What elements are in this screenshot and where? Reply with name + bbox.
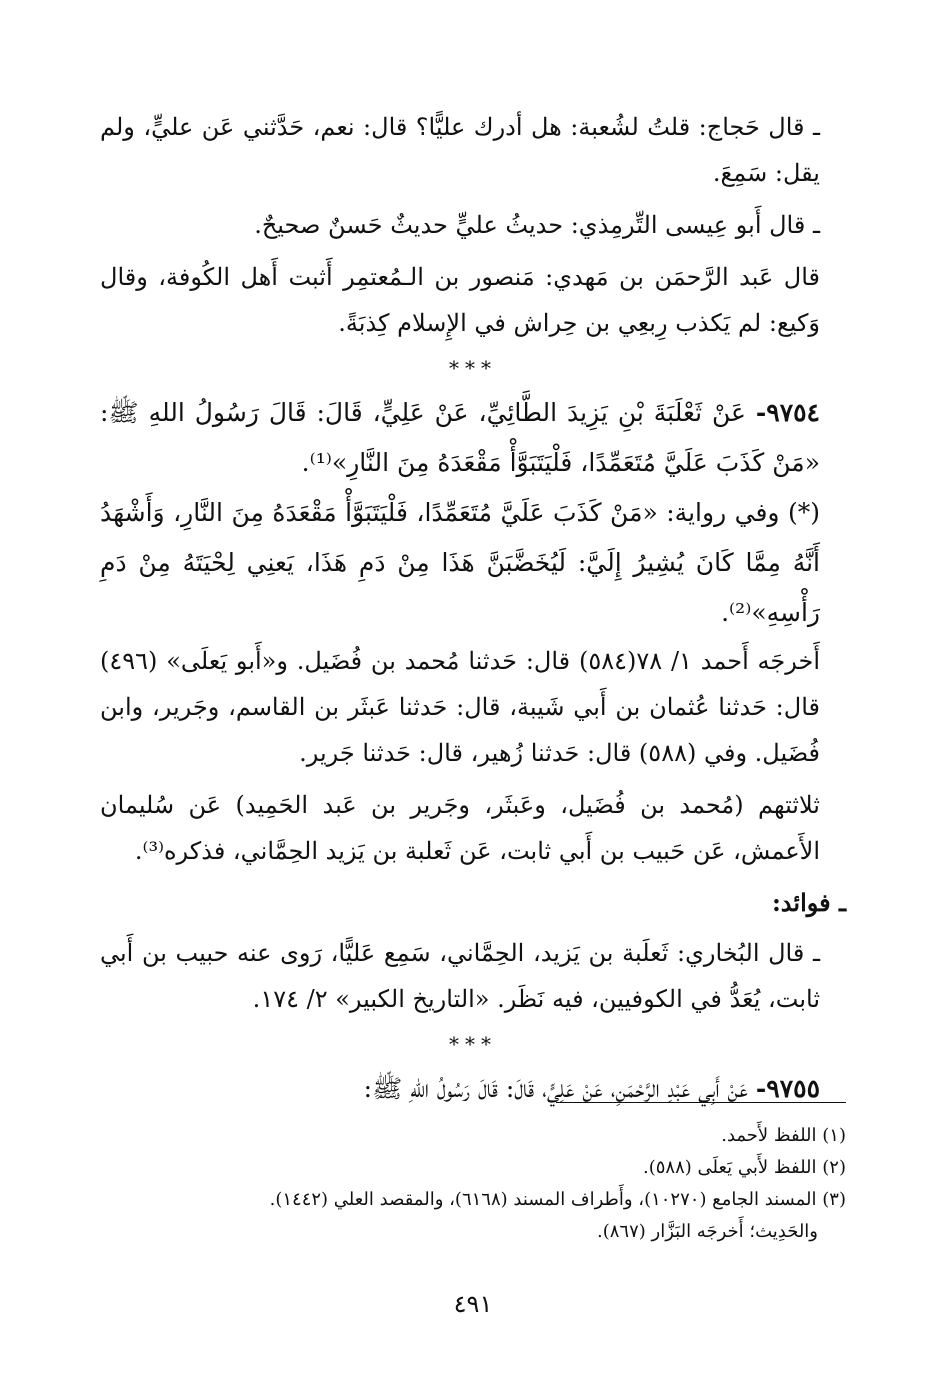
hadith-number: ٩٧٥٥-	[755, 1074, 820, 1103]
takhrij-ahmad: أَخرجَه أَحمد ١/ ٧٨(٥٨٤) قال: حَدثنا مُحمد بن فُضَيل. و«أَبو يَعلَى» (٤٩٦) قال: حَدثنا عُثمان بن أَبي شَيبة، قال: حَدثنا عَبثَر بن القاسم، وجَرير، وابن فُضَيل. وفي (٥٨٨) قال: حَدثنا زُهير، قال: حَدثنا جَرير.	[100, 647, 820, 767]
narration-ibn-mahdi: قال عَبد الرَّحمَن بن مَهدي: مَنصور بن الـمُعتمِر أَثبت أَهل الكُوفة، وقال وَكيع: لم يَكذب رِبعِي بن حِراش في الإِسلام كِذبَةً.	[100, 263, 820, 337]
takhrij-chain: ثلاثتهم (مُحمد بن فُضَيل، وعَبثَر، وجَرير بن عَبد الحَمِيد) عَن سُليمان الأَعمش، عَن حَبيب بن أَبي ثابت، عَن ثَعلبة بن يَزيد الحِمَّاني، فذكره⁽³⁾.	[100, 791, 820, 865]
hadith-9754	[100, 388, 846, 488]
footnote-2: (٢) اللفظ لأَبي يَعلَى (٥٨٨).	[643, 1157, 846, 1178]
footnote-divider	[556, 1102, 846, 1103]
footnotes	[100, 1120, 846, 1248]
narration-tirmidhi: ـ قال أَبو عِيسى التِّرمِذي: حديثُ عليٍّ حديثٌ حَسنٌ صحيحٌ.	[254, 211, 820, 239]
hadith-text: عَنْ أَبِي عَبْدِ الرَّحْمَنِ، عَنْ عَلِيٍّ، قَالَ: قَالَ رَسُولُ اللهِ ﷺ:	[363, 1074, 748, 1103]
hadith-alternate-narration: (*) وفي رواية: «مَنْ كَذَبَ عَلَيَّ مُتَعَمِّدًا، فَلْيَتَبَوَّأْ مَقْعَدَهُ مِنَ النَّارِ، وَأَشْهَدُ أَنَّهُ مِمَّا كَانَ يُشِيرُ إِلَيَّ: لَيُخَضَّبَنَّ هَذَا مِنْ دَمِ هَذَا، يَعنِي لِحْيَتَهُ مِنْ دَمِ رَأْسِهِ»⁽²⁾.	[100, 498, 820, 627]
footnote-3: (٣) المسند الجامع (١٠٢٧٠)، وأَطراف المسند (٦١٦٨)، والمقصد العلي (١٤٤٢).	[269, 1189, 846, 1210]
section-separator: ***	[449, 356, 497, 380]
narration-hajjaj: ـ قال حَجاج: قلتُ لشُعبة: هل أدرك عليًّا؟ قال: نعم، حَدَّثني عَن عليٍّ، ولم يقل: سَمِعَ.	[100, 113, 820, 187]
section-separator: ***	[449, 1032, 497, 1056]
fawaid-bukhari: ـ قال البُخاري: ثَعلَبة بن يَزيد، الحِمَّاني، سَمِع عَليًّا، رَوى عنه حبيب بن أَبي ثابت، يُعَدُّ في الكوفيين، فيه نَظَر. «التاريخ الكبير» ٢/ ١٧٤.	[100, 939, 820, 1013]
page-number: ٤٩١	[453, 1290, 493, 1318]
hadith-9755	[100, 1064, 846, 1114]
footnote-1: (١) اللفظ لأَحمد.	[721, 1125, 846, 1146]
footnote-3-continued: والحَدِيث؛ أَخرجَه البَزَّار (٨٦٧).	[597, 1221, 818, 1242]
hadith-number: ٩٧٥٤-	[755, 398, 820, 427]
hadith-text: عَنْ ثَعْلَبَةَ بْنِ يَزِيدَ الطَّائِيِّ، عَنْ عَلِيٍّ، قَالَ: قَالَ رَسُولُ اللهِ ﷺ: «مَنْ كَذَبَ عَلَيَّ مُتَعَمِّدًا، فَلْيَتَبَوَّأْ مَقْعَدَهُ مِنَ النَّارِ»⁽¹⁾.	[100, 398, 820, 477]
fawaid-heading: ـ فوائد:	[771, 888, 846, 917]
